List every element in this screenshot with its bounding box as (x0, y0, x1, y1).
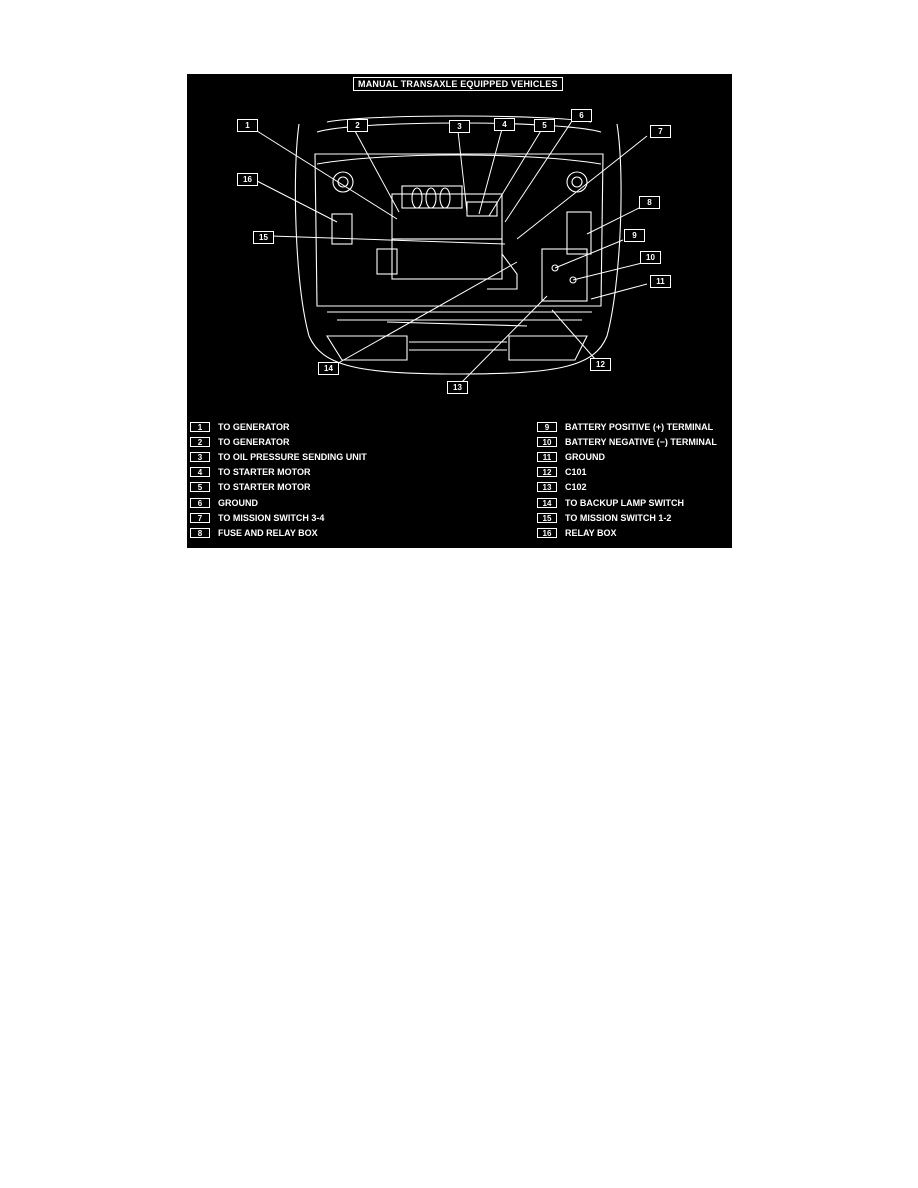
right-headlight (509, 336, 587, 360)
legend-item (537, 419, 717, 434)
legend-number: 6 (190, 498, 210, 508)
right-strut-tower (567, 172, 587, 192)
legend-item (190, 525, 367, 540)
legend-text: TO STARTER MOTOR (218, 482, 311, 493)
legend-number: 12 (537, 467, 557, 477)
callout-14: 14 (318, 362, 339, 375)
left-headlight (327, 336, 407, 360)
legend-left-column (190, 419, 367, 541)
callout-3: 3 (449, 120, 470, 133)
legend-text: TO STARTER MOTOR (218, 467, 311, 478)
legend-text: TO MISSION SWITCH 3-4 (218, 512, 325, 523)
legend-item (537, 434, 717, 449)
legend-item (190, 510, 367, 525)
callout-11: 11 (650, 275, 671, 288)
legend-number: 4 (190, 467, 210, 477)
legend-item (190, 449, 367, 464)
fuse-relay-box (567, 212, 591, 254)
legend-right-column (537, 419, 717, 541)
legend-text: C101 (565, 467, 587, 478)
legend-number: 1 (190, 422, 210, 432)
legend-number: 13 (537, 482, 557, 492)
callout-4: 4 (494, 118, 515, 131)
callout-7: 7 (650, 125, 671, 138)
callout-12: 12 (590, 358, 611, 371)
callout-15: 15 (253, 231, 274, 244)
legend-number: 8 (190, 528, 210, 538)
wiring-diagram-figure (187, 74, 732, 548)
legend-text: GROUND (218, 497, 258, 508)
legend-item (537, 480, 717, 495)
legend-text: GROUND (565, 451, 605, 462)
battery (542, 249, 587, 301)
callout-8: 8 (639, 196, 660, 209)
legend-text: TO MISSION SWITCH 1-2 (565, 512, 672, 523)
legend-item (190, 465, 367, 480)
legend-item (190, 480, 367, 495)
legend-number: 5 (190, 482, 210, 492)
callout-1: 1 (237, 119, 258, 132)
legend-number: 7 (190, 513, 210, 523)
diagram-title: MANUAL TRANSAXLE EQUIPPED VEHICLES (353, 77, 563, 91)
legend-number: 11 (537, 452, 557, 462)
legend-item (190, 495, 367, 510)
legend-item (537, 449, 717, 464)
legend-number: 16 (537, 528, 557, 538)
legend-text: C102 (565, 482, 587, 493)
legend-text: TO OIL PRESSURE SENDING UNIT (218, 451, 367, 462)
legend-item (190, 434, 367, 449)
transaxle (392, 239, 502, 279)
legend-number: 14 (537, 498, 557, 508)
legend-text: TO BACKUP LAMP SWITCH (565, 497, 685, 508)
callout-16: 16 (237, 173, 258, 186)
callout-5: 5 (534, 119, 555, 132)
engine-bay-frame (315, 154, 603, 306)
callout-10: 10 (640, 251, 661, 264)
callout-2: 2 (347, 119, 368, 132)
relay-box (332, 214, 352, 244)
legend-item (537, 465, 717, 480)
legend-item (537, 495, 717, 510)
legend-number: 9 (537, 422, 557, 432)
legend-text: TO GENERATOR (218, 421, 290, 432)
legend-text: FUSE AND RELAY BOX (218, 527, 318, 538)
legend-number: 15 (537, 513, 557, 523)
legend-number: 3 (190, 452, 210, 462)
callout-9: 9 (624, 229, 645, 242)
legend-text: BATTERY POSITIVE (+) TERMINAL (565, 421, 714, 432)
legend-number: 2 (190, 437, 210, 447)
callout-13: 13 (447, 381, 468, 394)
legend-item (190, 419, 367, 434)
legend-text: BATTERY NEGATIVE (−) TERMINAL (565, 436, 717, 447)
legend-number: 10 (537, 437, 557, 447)
legend-text: RELAY BOX (565, 527, 617, 538)
callout-6: 6 (571, 109, 592, 122)
legend-item (537, 510, 717, 525)
legend-item (537, 525, 717, 540)
legend-text: TO GENERATOR (218, 436, 290, 447)
